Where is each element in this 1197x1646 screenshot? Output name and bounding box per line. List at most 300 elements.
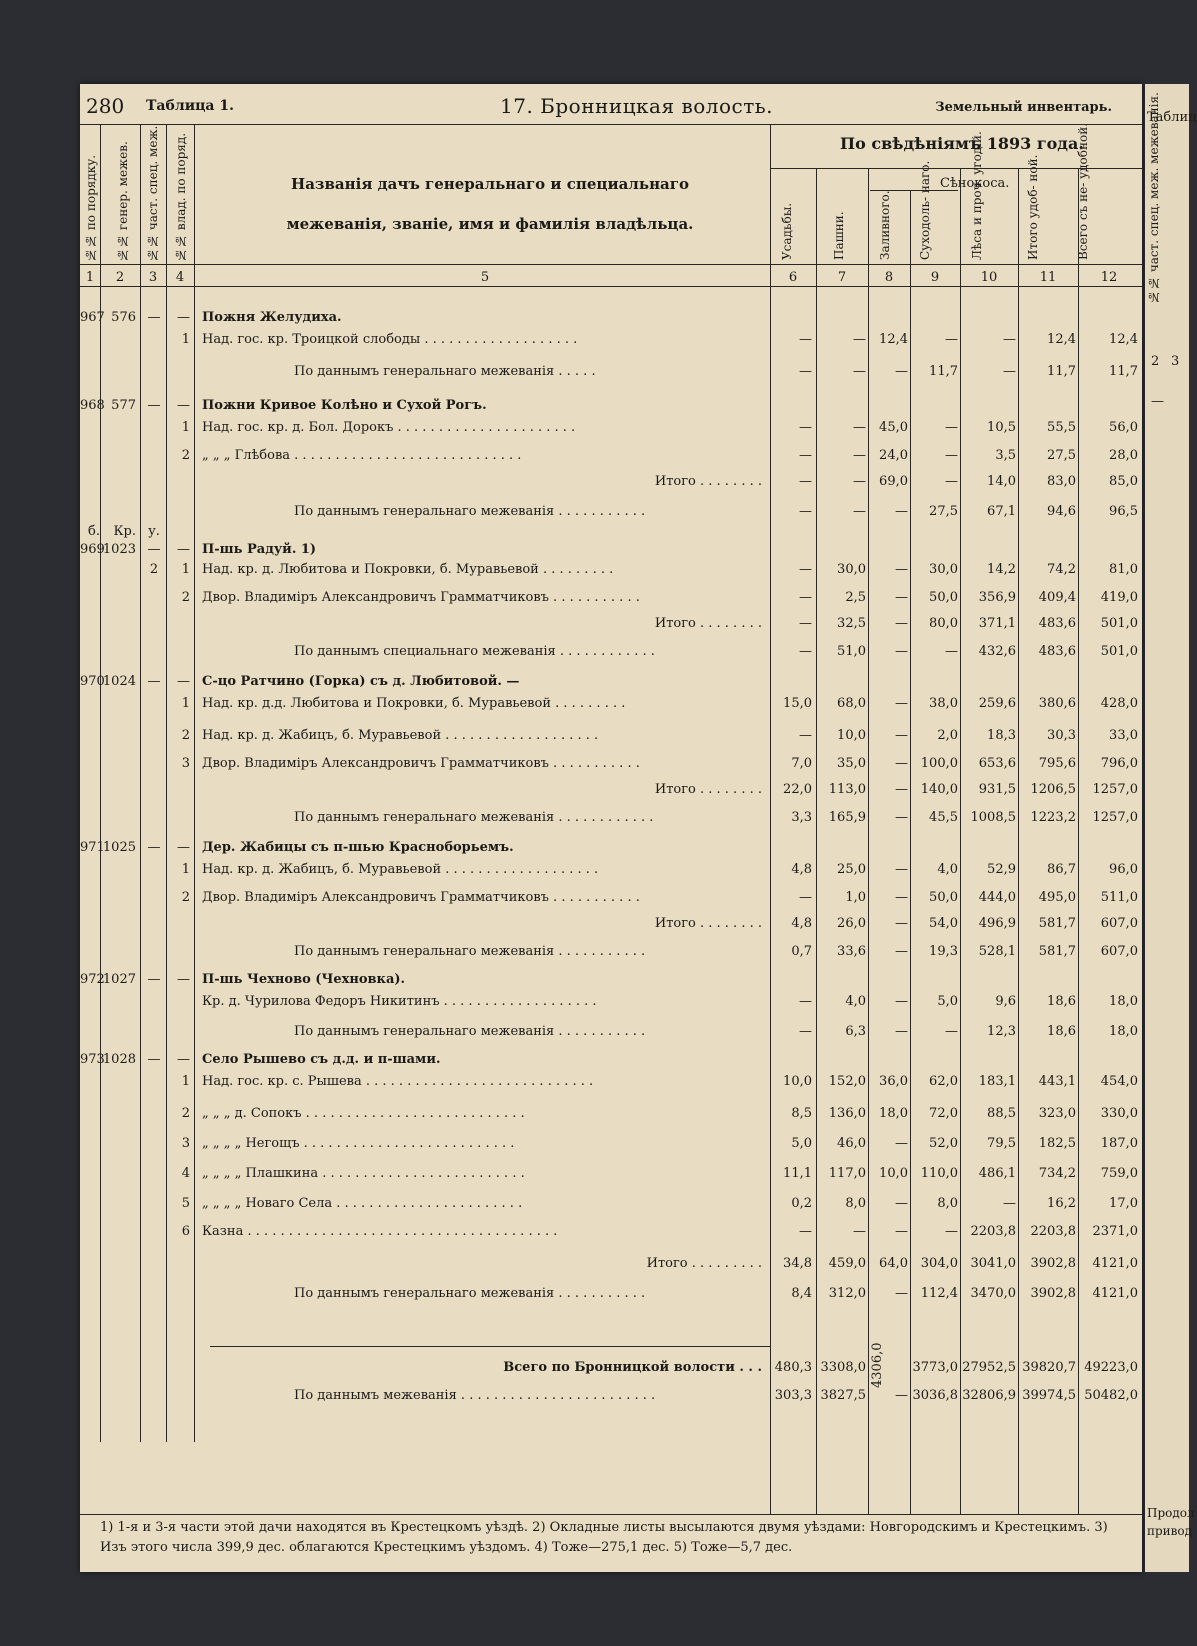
row-value-col11: 12,4 [1047,332,1076,347]
row-value-col6: 3,3 [791,810,812,825]
row-value-col10: 496,9 [978,916,1016,931]
row-name-cell: Всего по Бронницкой волости . . . [503,1360,762,1375]
row-c2-cell: Кр. [113,524,136,539]
row-value-col6: — [799,728,812,743]
row-value-col12: 18,0 [1109,994,1138,1009]
row-value-col12: 11,7 [1109,364,1138,379]
row-name-cell: Итого . . . . . . . . [654,916,762,931]
row-value-col6: 5,0 [791,1136,812,1151]
row-value-col9: — [945,448,958,463]
table-row [80,1388,1142,1408]
table-row [80,1052,1142,1072]
row-value-col11: 18,6 [1047,994,1076,1009]
row-value-col9: 140,0 [920,782,958,797]
row-name-cell: Итого . . . . . . . . . [646,1256,762,1271]
row-value-col9: 110,0 [920,1166,958,1181]
column-number: 1 [85,270,95,285]
header-rule [80,124,1142,125]
page-header [80,94,1142,124]
row-value-col8: — [895,1196,908,1211]
row-name-cell: Село Рышево съ д.д. и п-шами. [202,1052,441,1067]
row-value-col11: 734,2 [1038,1166,1076,1181]
row-value-col10: — [1003,1196,1016,1211]
table-row [80,674,1142,694]
row-value-col7: 33,6 [837,944,866,959]
row-name-cell: Дер. Жабицы съ п-шью Красноборьемъ. [202,840,514,855]
row-value-col8: — [895,1024,908,1039]
row-value-col12: 759,0 [1100,1166,1138,1181]
row-value-col6: 34,8 [783,1256,812,1271]
row-value-col8: — [895,504,908,519]
row-value-col11: 30,3 [1047,728,1076,743]
row-value-col9: 112,4 [920,1286,958,1301]
row-c3-cell: 2 [149,562,159,577]
row-name-cell: „ „ „ „ Новаго Села . . . . . . . . . . . . . . . . . . . . . . . [202,1196,523,1211]
table-row [80,644,1142,664]
row-name-cell: Над. гос. кр. Троицкой слободы . . . . . . . . . . . . . . . . . . . [202,332,578,347]
col-header-3: №№ част. спец. меж. [146,125,160,262]
row-value-col9: 5,0 [937,994,958,1009]
row-c4-cell: — [177,542,190,557]
row-value-col8: 12,4 [879,332,908,347]
row-value-col11: 1206,5 [1030,782,1076,797]
row-value-col6: — [799,364,812,379]
row-c4-cell: 5 [181,1196,190,1211]
row-value-col12: 85,0 [1109,474,1138,489]
row-value-col12: 18,0 [1109,1024,1138,1039]
row-value-col8: — [895,562,908,577]
table-row [80,862,1142,882]
row-value-col8: — [895,1224,908,1239]
col-header-2: №№ генер. межев. [116,141,130,262]
row-value-col7: 1,0 [845,890,866,905]
row-value-col10: 14,2 [987,562,1016,577]
col-header-7: Пашни. [832,211,846,260]
row-name-cell: По даннымъ специальнаго межеванія . . . . . . . . . . . . [294,644,655,659]
row-value-col10: 9,6 [995,994,1016,1009]
row-value-col11: 16,2 [1047,1196,1076,1211]
row-value-col6: — [799,994,812,1009]
row-name-cell: „ „ „ „ Плашкина . . . . . . . . . . . . . . . . . . . . . . . . . [202,1166,525,1181]
row-value-col9: 4,0 [937,862,958,877]
row-value-col11: 483,6 [1038,616,1076,631]
table-row [80,398,1142,418]
row-value-col6: 7,0 [791,756,812,771]
row-name-cell: По даннымъ межеванія . . . . . . . . . . . . . . . . . . . . . . . . [294,1388,656,1403]
row-c4-cell: — [177,972,190,987]
row-value-col11: 380,6 [1038,696,1076,711]
row-value-col11: 94,6 [1047,504,1076,519]
row-value-col6: — [799,1024,812,1039]
row-c4-cell: 2 [181,448,190,463]
row-value-col9: 45,5 [929,810,958,825]
row-value-col9: — [945,1024,958,1039]
row-value-col10: 88,5 [987,1106,1016,1121]
row-c1-cell: 971 [80,840,105,855]
row-value-col9: 100,0 [920,756,958,771]
row-value-col6: — [799,504,812,519]
row-value-col6: 11,1 [783,1166,812,1181]
row-value-col6: 22,0 [783,782,812,797]
row-value-col6: 10,0 [783,1074,812,1089]
row-value-col11: 1223,2 [1030,810,1076,825]
row-value-col6: 4,8 [791,916,812,931]
row-value-col11: 2203,8 [1030,1224,1076,1239]
row-value-col6: 4,8 [791,862,812,877]
row-value-col12: 419,0 [1100,590,1138,605]
row-value-col10: 486,1 [978,1166,1016,1181]
row-value-col9: 38,0 [929,696,958,711]
row-value-col11: 409,4 [1038,590,1076,605]
table-row [80,890,1142,910]
inventory-label: Земельный инвентарь. [935,100,1112,115]
row-value-col9: 52,0 [929,1136,958,1151]
row-value-col11: 39820,7 [1022,1360,1076,1375]
column-number: 10 [980,270,998,285]
row-value-col7: 3827,5 [820,1388,866,1403]
table-row [80,916,1142,936]
row-c2-cell: 576 [111,310,136,325]
column-number: 8 [884,270,894,285]
column-numbers-rule [80,286,1142,287]
table-row [80,420,1142,440]
table-row [80,810,1142,830]
row-value-col9: 11,7 [929,364,958,379]
row-value-col12: 81,0 [1109,562,1138,577]
row-value-col11: 83,0 [1047,474,1076,489]
row-value-col7: — [853,1224,866,1239]
adjacent-footnote: Продол привод [1147,1506,1195,1538]
row-value-col10: 27952,5 [962,1360,1016,1375]
table-row [80,1106,1142,1126]
table-row [80,696,1142,716]
row-value-col6: 0,7 [791,944,812,959]
row-value-col11: 795,6 [1038,756,1076,771]
row-name-cell: С-цо Ратчино (Горка) съ д. Любитовой. — [202,674,520,689]
row-c4-cell: 1 [181,1074,190,1089]
col-header-4: №№ влад. по поряд. [174,132,188,262]
table-row [80,616,1142,636]
name-column-header [230,164,750,244]
adjacent-table-label: Таблиц [1147,110,1197,125]
row-name-cell: По даннымъ генеральнаго межеванія . . . . . . . . . . . [294,1286,646,1301]
row-name-cell: Над. гос. кр. с. Рышева . . . . . . . . . . . . . . . . . . . . . . . . . . . . [202,1074,594,1089]
column-number: 2 [115,270,125,285]
row-value-col10: 10,5 [987,420,1016,435]
row-c4-cell: 2 [181,728,190,743]
table-row [80,1166,1142,1186]
col-header-10: Лѣса и проч. угодій. [970,131,984,260]
table-row [80,1286,1142,1306]
row-value-col8: 10,0 [879,1166,908,1181]
row-value-col9: 2,0 [937,728,958,743]
row-value-col8: — [895,644,908,659]
row-name-cell: Казна . . . . . . . . . . . . . . . . . . . . . . . . . . . . . . . . . . . . . . [202,1224,558,1239]
row-value-col10: 79,5 [987,1136,1016,1151]
row-c3-cell: — [147,972,161,987]
row-value-col7: 136,0 [828,1106,866,1121]
row-value-col6: — [799,590,812,605]
row-name-cell: По даннымъ генеральнаго межеванія . . . . . . . . . . . . [294,810,654,825]
row-c2-cell: 1024 [102,674,136,689]
row-c4-cell: 2 [181,1106,190,1121]
row-c4-cell: 2 [181,590,190,605]
row-value-col11: 27,5 [1047,448,1076,463]
row-value-col7: — [853,448,866,463]
row-value-col10: 2203,8 [970,1224,1016,1239]
row-value-col11: 55,5 [1047,420,1076,435]
row-value-col12: 17,0 [1109,1196,1138,1211]
row-value-col12: 4121,0 [1092,1286,1138,1301]
row-value-col7: — [853,504,866,519]
table-row [80,448,1142,468]
page-number: 280 [86,94,125,118]
row-name-cell: Двор. Владиміръ Александровичъ Грамматчиковъ . . . . . . . . . . . [202,756,640,771]
row-value-col12: 607,0 [1100,944,1138,959]
row-value-col12: 56,0 [1109,420,1138,435]
row-c4-cell: 1 [181,696,190,711]
row-c1-cell: 973 [80,1052,105,1067]
row-value-col8: 18,0 [879,1106,908,1121]
totals-rule [210,1346,770,1347]
row-c4-cell: 1 [181,332,190,347]
row-value-col7: 6,3 [845,1024,866,1039]
col-header-1: №№ по порядку. [84,154,98,262]
row-c2-cell: 1028 [102,1052,136,1067]
row-c4-cell: 3 [181,1136,190,1151]
row-value-col12: 2371,0 [1092,1224,1138,1239]
table-row [80,1136,1142,1156]
table-row [80,972,1142,992]
row-value-col12: 187,0 [1100,1136,1138,1151]
adjacent-col-num: 3 [1171,354,1180,369]
row-value-col6: — [799,890,812,905]
table-row [80,756,1142,776]
row-c3-cell: — [147,542,161,557]
row-value-col12: 96,5 [1109,504,1138,519]
col-header-8: Заливного. [878,190,892,260]
row-value-col12: 33,0 [1109,728,1138,743]
row-value-col10: — [1003,364,1016,379]
page-title: 17. Бронницкая волость. [500,94,774,118]
row-value-col10: 444,0 [978,890,1016,905]
row-value-col12: 501,0 [1100,616,1138,631]
row-value-col7: 165,9 [828,810,866,825]
row-value-col11: 18,6 [1047,1024,1076,1039]
row-value-col7: 46,0 [837,1136,866,1151]
row-value-col8: — [895,944,908,959]
row-value-col11: 495,0 [1038,890,1076,905]
table-row [80,1256,1142,1276]
row-value-col8: 4306,0 [870,1342,885,1388]
row-c3-cell: — [147,398,161,413]
row-c3-cell: — [147,310,161,325]
row-c4-cell: — [177,398,190,413]
row-name-cell: Итого . . . . . . . . [654,474,762,489]
row-c4-cell: — [177,310,190,325]
row-value-col9: 3036,8 [912,1388,958,1403]
row-value-col9: 72,0 [929,1106,958,1121]
row-value-col6: 15,0 [783,696,812,711]
row-name-cell: По даннымъ генеральнаго межеванія . . . . . . . . . . . [294,504,646,519]
row-value-col12: 1257,0 [1092,782,1138,797]
table-row [80,590,1142,610]
row-value-col6: — [799,644,812,659]
row-value-col8: — [895,1286,908,1301]
row-value-col10: 259,6 [978,696,1016,711]
row-name-cell: П-шь Чехново (Чехновка). [202,972,406,987]
row-value-col10: 432,6 [978,644,1016,659]
row-c2-cell: 1025 [102,840,136,855]
table-row [80,364,1142,384]
row-value-col9: 30,0 [929,562,958,577]
row-value-col11: 74,2 [1047,562,1076,577]
table-row [80,474,1142,494]
column-number: 12 [1100,270,1118,285]
row-c4-cell: 3 [181,756,190,771]
row-value-col9: 3773,0 [912,1360,958,1375]
col-header-12: Всего съ не- удобной. [1076,122,1090,260]
table-row [80,310,1142,330]
row-value-col8: — [895,994,908,1009]
row-value-col10: — [1003,332,1016,347]
row-value-col10: 528,1 [978,944,1016,959]
row-name-cell: „ „ „ „ Негощъ . . . . . . . . . . . . . . . . . . . . . . . . . . [202,1136,515,1151]
header-bottom-rule [80,264,1142,265]
row-name-cell: Двор. Владиміръ Александровичъ Грамматчиковъ . . . . . . . . . . . [202,590,640,605]
row-value-col11: 3902,8 [1030,1256,1076,1271]
row-value-col6: 8,4 [791,1286,812,1301]
row-value-col12: 454,0 [1100,1074,1138,1089]
table-bottom-rule [80,1514,1142,1515]
row-name-cell: Кр. д. Чурилова Федоръ Никитинъ . . . . . . . . . . . . . . . . . . . [202,994,597,1009]
row-c3-cell: у. [148,524,160,539]
senokos-heading: Сѣнокоса. [940,176,1010,191]
row-name-cell: Над. гос. кр. д. Бол. Дорокъ . . . . . . . . . . . . . . . . . . . . . . [202,420,576,435]
row-value-col8: — [895,782,908,797]
table-row [80,944,1142,964]
row-name-cell: Двор. Владиміръ Александровичъ Грамматчиковъ . . . . . . . . . . . [202,890,640,905]
row-c4-cell: 6 [181,1224,190,1239]
row-c1-cell: б. [88,524,100,539]
row-value-col10: 67,1 [987,504,1016,519]
row-value-col7: 51,0 [837,644,866,659]
row-value-col8: — [895,364,908,379]
row-value-col10: 931,5 [978,782,1016,797]
row-value-col10: 371,1 [978,616,1016,631]
row-c1-cell: 970 [80,674,105,689]
row-value-col10: 18,3 [987,728,1016,743]
table-row [80,1074,1142,1094]
row-value-col12: 796,0 [1100,756,1138,771]
adjacent-col-header: №№ част. спец. меж. межеванія. [1147,92,1161,304]
row-value-col10: 3041,0 [970,1256,1016,1271]
row-name-cell: По даннымъ генеральнаго межеванія . . . . . . . . . . . [294,944,646,959]
row-value-col7: 10,0 [837,728,866,743]
row-name-cell: Пожни Кривое Колѣно и Сухой Рогъ. [202,398,487,413]
row-value-col11: 39974,5 [1022,1388,1076,1403]
row-value-col12: 501,0 [1100,644,1138,659]
row-value-col8: — [895,1388,908,1403]
adjacent-dash: — [1151,394,1164,409]
row-c4-cell: 1 [181,420,190,435]
table-row [80,728,1142,748]
column-number: 9 [930,270,940,285]
row-c3-cell: — [147,1052,161,1067]
row-value-col9: 50,0 [929,890,958,905]
row-value-col7: 26,0 [837,916,866,931]
row-value-col11: 86,7 [1047,862,1076,877]
row-value-col11: 182,5 [1038,1136,1076,1151]
row-value-col12: 28,0 [1109,448,1138,463]
footnotes: 1) 1-я и 3-я части этой дачи находятся въ Крестецкомъ уѣздѣ. 2) Окладные листы высылаются двумя уѣздами: Новгородскимъ и Крестецкимъ. 3) Изъ этого числа 399,9 дес. облагаются Крестецкимъ уѣздомъ. 4) Тоже—275,1 дес. 5) Тоже—5,7 дес. [100,1520,1108,1555]
table-row [80,840,1142,860]
col-header-6: Усадьбы. [780,202,794,260]
row-value-col7: 32,5 [837,616,866,631]
row-value-col6: — [799,616,812,631]
row-value-col10: 183,1 [978,1074,1016,1089]
row-value-col12: 511,0 [1100,890,1138,905]
row-value-col9: 8,0 [937,1196,958,1211]
column-number: 4 [175,270,185,285]
row-value-col6: — [799,420,812,435]
row-value-col9: 54,0 [929,916,958,931]
row-name-cell: П-шь Радуй. 1) [202,542,317,557]
row-value-col8: — [895,696,908,711]
table-row [80,1024,1142,1044]
row-value-col8: — [895,916,908,931]
row-value-col7: 113,0 [828,782,866,797]
row-value-col8: — [895,616,908,631]
column-number: 6 [788,270,798,285]
row-value-col10: 52,9 [987,862,1016,877]
row-value-col7: 117,0 [828,1166,866,1181]
row-value-col6: — [799,1224,812,1239]
row-value-col12: 12,4 [1109,332,1138,347]
row-c1-cell: 968 [80,398,105,413]
row-value-col11: 581,7 [1038,916,1076,931]
column-number: 5 [480,270,490,285]
row-value-col9: — [945,420,958,435]
table-label: Таблица 1. [146,98,234,114]
row-value-col8: 45,0 [879,420,908,435]
row-value-col12: 330,0 [1100,1106,1138,1121]
row-c3-cell: — [147,840,161,855]
table-row [80,1224,1142,1244]
table-row [80,524,1142,544]
row-value-col11: 483,6 [1038,644,1076,659]
row-c2-cell: 1027 [102,972,136,987]
row-value-col8: — [895,810,908,825]
row-c4-cell: 2 [181,890,190,905]
row-value-col6: 480,3 [774,1360,812,1375]
row-value-col6: — [799,562,812,577]
row-value-col8: 69,0 [879,474,908,489]
row-value-col9: 27,5 [929,504,958,519]
row-value-col8: 24,0 [879,448,908,463]
row-value-col7: — [853,364,866,379]
column-number: 7 [837,270,847,285]
row-value-col7: 25,0 [837,862,866,877]
row-value-col7: 2,5 [845,590,866,605]
row-value-col7: 35,0 [837,756,866,771]
row-value-col7: 459,0 [828,1256,866,1271]
row-value-col9: 304,0 [920,1256,958,1271]
row-value-col12: 428,0 [1100,696,1138,711]
row-value-col10: 3470,0 [970,1286,1016,1301]
row-value-col12: 50482,0 [1084,1388,1138,1403]
row-value-col10: 1008,5 [970,810,1016,825]
